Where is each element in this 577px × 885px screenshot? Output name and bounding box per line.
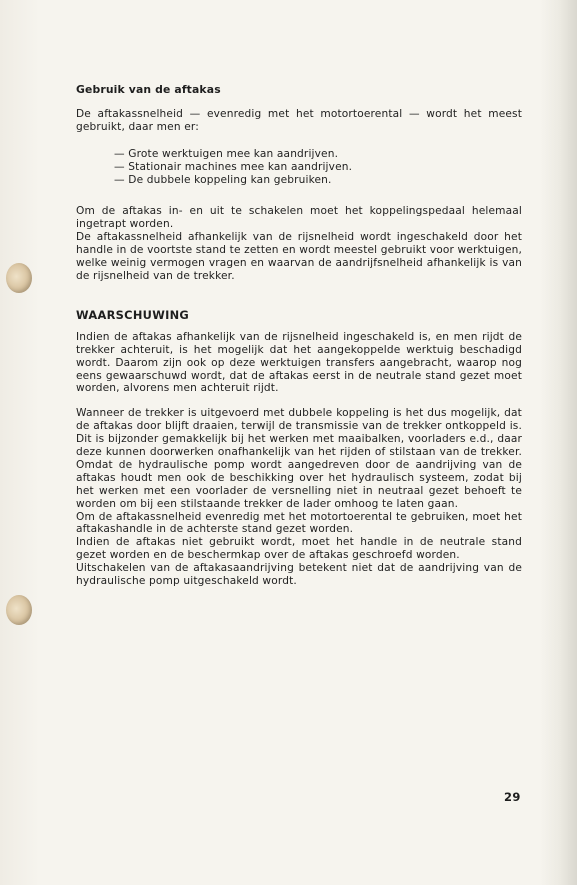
warning-paragraph-neutral: Indien de aftakas niet gebruikt wordt, moet het handle in de neutrale stand gezet worden en de beschermkap over de aftakas geschroefd worden. (76, 536, 522, 562)
intro-paragraph: De aftakassnelheid — evenredig met het motortoerental — wordt het meest gebruikt, daar men er: (76, 107, 522, 133)
list-item: — Stationair machines mee kan aandrijven. (114, 160, 353, 173)
warning-paragraph-double-clutch: Wanneer de trekker is uitgevoerd met dubbele koppeling is het dus mogelijk, dat de aftakas door blijft draaien, terwijl de transmissie van de trekker ontkoppeld is. Dit is bijzonder gemakkelijk bij het werken met maaibalken, voorladers e.d., daar deze kunnen doorwerken onafhankelijk van het rijden of stilstaan van de trekker. Omdat de hydraulische pomp wordt aangedreven door de aandrijving van de aftakas houdt men ook de beschikking over het hydraulisch systeem, zodat bij het werken met een voorlader de versnelling niet in neutraal gezet behoeft te worden om bij een stilstaande trekker de lader omhoog te laten gaan. (76, 407, 522, 510)
warning-paragraph-reverse: Indien de aftakas afhankelijk van de rijsnelheid ingeschakeld is, en men rijdt de trekker achteruit, is het mogelijk dat het aangekoppelde werktuig beschadigd wordt. Daarom zijn ook op deze werktuigen transfers aangebracht, waarop nog eens gewaarschuwd wordt, dat de aftakas eerst in de neutrale stand gezet moet worden, alvorens men achteruit rijdt. (76, 330, 522, 395)
usage-list (114, 148, 522, 187)
paragraph-engage: Om de aftakas in- en uit te schakelen moet het koppelingspedaal helemaal ingetrapt worden. (76, 205, 522, 231)
section-title: Gebruik van de aftakas (76, 83, 221, 96)
page-content (76, 84, 522, 588)
warning-title: WAARSCHUWING (76, 307, 190, 322)
list-item: — Grote werktuigen mee kan aandrijven. (114, 147, 339, 160)
warning-paragraph-hydraulic: Uitschakelen van de aftakasaandrijving betekent niet dat de aandrijving van de hydraulische pomp uitgeschakeld wordt. (76, 562, 522, 588)
page-number: 29 (504, 790, 521, 804)
list-item: — De dubbele koppeling kan gebruiken. (114, 173, 332, 186)
punch-hole-upper (6, 263, 32, 293)
paragraph-ground-speed: De aftakassnelheid afhankelijk van de rijsnelheid wordt ingeschakeld door het handle in de voortste stand te zetten en wordt meestel gebruikt voor werktuigen, welke weinig vermogen vragen en waarvan de aandrijfsnelheid afhankelijk is van de rijsnelheid van de trekker. (76, 231, 522, 282)
punch-hole-lower (6, 595, 32, 625)
warning-paragraph-engine-speed: Om de aftakassnelheid evenredig met het motortoerental te gebruiken, moet het aftakashandle in de achterste stand gezet worden. (76, 510, 522, 536)
